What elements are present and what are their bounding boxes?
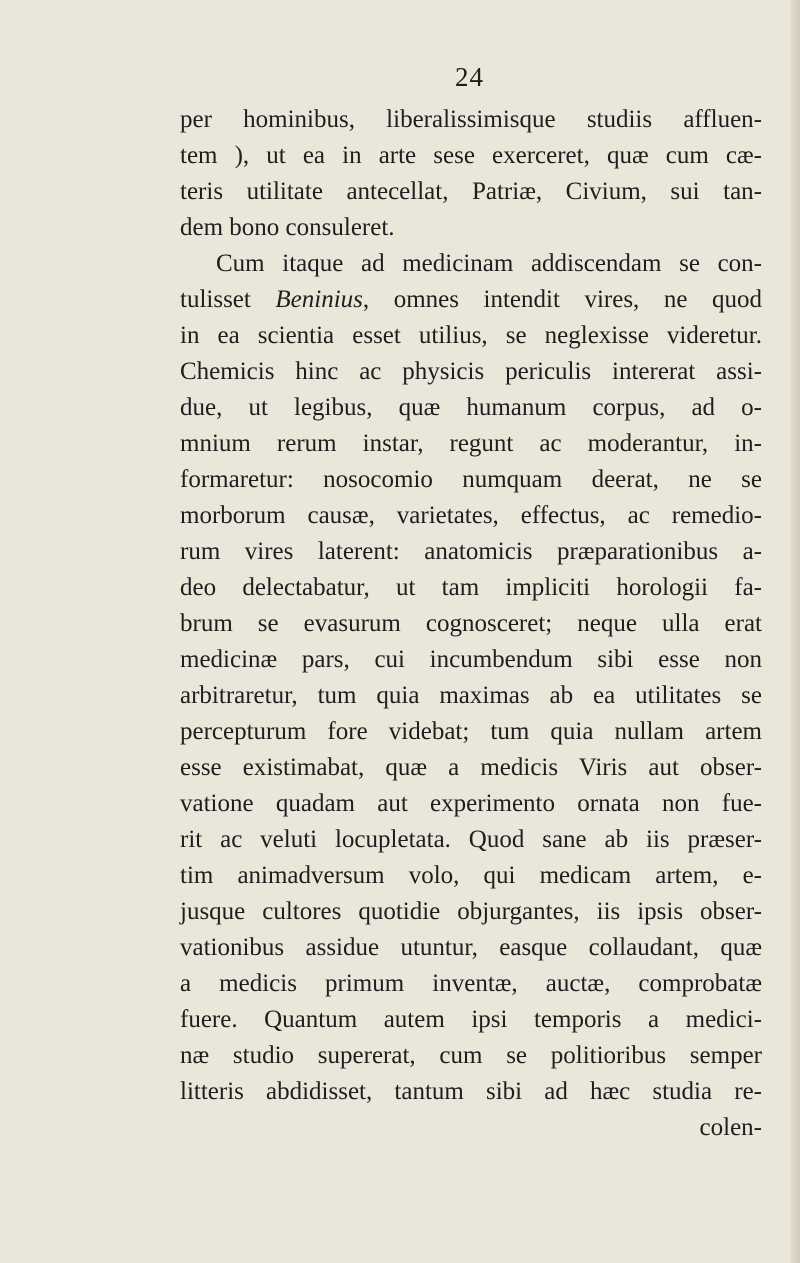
- text-line: [180, 318, 762, 354]
- line-text: næ studio supererat, cum se politioribus semper: [180, 1042, 762, 1069]
- text-line: [180, 102, 762, 138]
- text-line: [180, 498, 762, 534]
- line-text-continued: , omnes intendit vires, ne quod: [362, 286, 762, 313]
- text-line: [180, 678, 762, 714]
- catchword: colen-: [699, 1114, 762, 1141]
- text-line: [180, 390, 762, 426]
- line-text: vationibus assidue utuntur, easque collaudant, quæ: [180, 934, 762, 961]
- line-text: brum se evasurum cognosceret; neque ulla erat: [180, 610, 762, 637]
- line-text: medicinæ pars, cui incumbendum sibi esse non: [180, 646, 762, 673]
- page-number: 24: [455, 62, 484, 92]
- line-text: tem ), ut ea in arte sese exerceret, quæ cum cæ-: [180, 142, 762, 169]
- text-line: [180, 462, 762, 498]
- line-text: litteris abdidisset, tantum sibi ad hæc studia re-: [180, 1078, 762, 1105]
- line-text: in ea scientia esset utilius, se neglexisse videretur.: [180, 322, 762, 349]
- line-text: Chemicis hinc ac physicis periculis intererat assi-: [180, 358, 762, 385]
- text-line: [180, 1074, 762, 1110]
- line-text: deo delectabatur, ut tam impliciti horologii fa-: [180, 574, 762, 601]
- text-line: [180, 642, 762, 678]
- line-text: vatione quadam aut experimento ornata non fue-: [180, 790, 762, 817]
- line-text: due, ut legibus, quæ humanum corpus, ad o-: [180, 394, 762, 421]
- body-text: [180, 102, 762, 1146]
- line-text: formaretur: nosocomio numquam deerat, ne se: [180, 466, 762, 493]
- name-italic: Beninius: [275, 286, 363, 313]
- line-text: jusque cultores quotidie objurgantes, iis ipsis obser-: [180, 898, 762, 925]
- text-line: [180, 174, 762, 210]
- text-line: [180, 534, 762, 570]
- text-line: [180, 1002, 762, 1038]
- line-text: tim animadversum volo, qui medicam artem, e-: [180, 862, 762, 889]
- page-edge: [790, 0, 800, 1263]
- line-text: rit ac veluti locupletata. Quod sane ab iis præser-: [180, 826, 762, 853]
- text-line: [180, 750, 762, 786]
- line-text: tulisset: [180, 286, 276, 313]
- line-text: arbitraretur, tum quia maximas ab ea utilitates se: [180, 682, 762, 709]
- text-line: [180, 210, 762, 246]
- line-text: per hominibus, liberalissimisque studiis affluen-: [180, 106, 762, 133]
- text-line: [180, 138, 762, 174]
- text-line: [180, 426, 762, 462]
- text-line: [180, 786, 762, 822]
- text-line: [180, 1038, 762, 1074]
- text-line: [180, 606, 762, 642]
- line-text: teris utilitate antecellat, Patriæ, Civium, sui tan-: [180, 178, 762, 205]
- text-line: [180, 930, 762, 966]
- line-text: percepturum fore videbat; tum quia nullam artem: [180, 718, 762, 745]
- text-line: [180, 966, 762, 1002]
- text-line: [180, 246, 762, 282]
- text-line: [180, 894, 762, 930]
- line-text: fuere. Quantum autem ipsi temporis a medici-: [180, 1006, 762, 1033]
- line-text: morborum causæ, varietates, effectus, ac remedio-: [180, 502, 762, 529]
- text-line: [180, 858, 762, 894]
- line-text: esse existimabat, quæ a medicis Viris aut obser-: [180, 754, 762, 781]
- line-text: rum vires laterent: anatomicis præparationibus a-: [180, 538, 762, 565]
- text-line: [180, 354, 762, 390]
- line-text: Cum itaque ad medicinam addiscendam se con-: [216, 250, 762, 277]
- line-text: dem bono consuleret.: [180, 214, 395, 241]
- line-text: a medicis primum inventæ, auctæ, comprobatæ: [180, 970, 762, 997]
- text-line: [180, 282, 762, 318]
- text-line: [180, 822, 762, 858]
- text-line: [180, 570, 762, 606]
- text-line: [180, 714, 762, 750]
- line-text: mnium rerum instar, regunt ac moderantur, in-: [180, 430, 762, 457]
